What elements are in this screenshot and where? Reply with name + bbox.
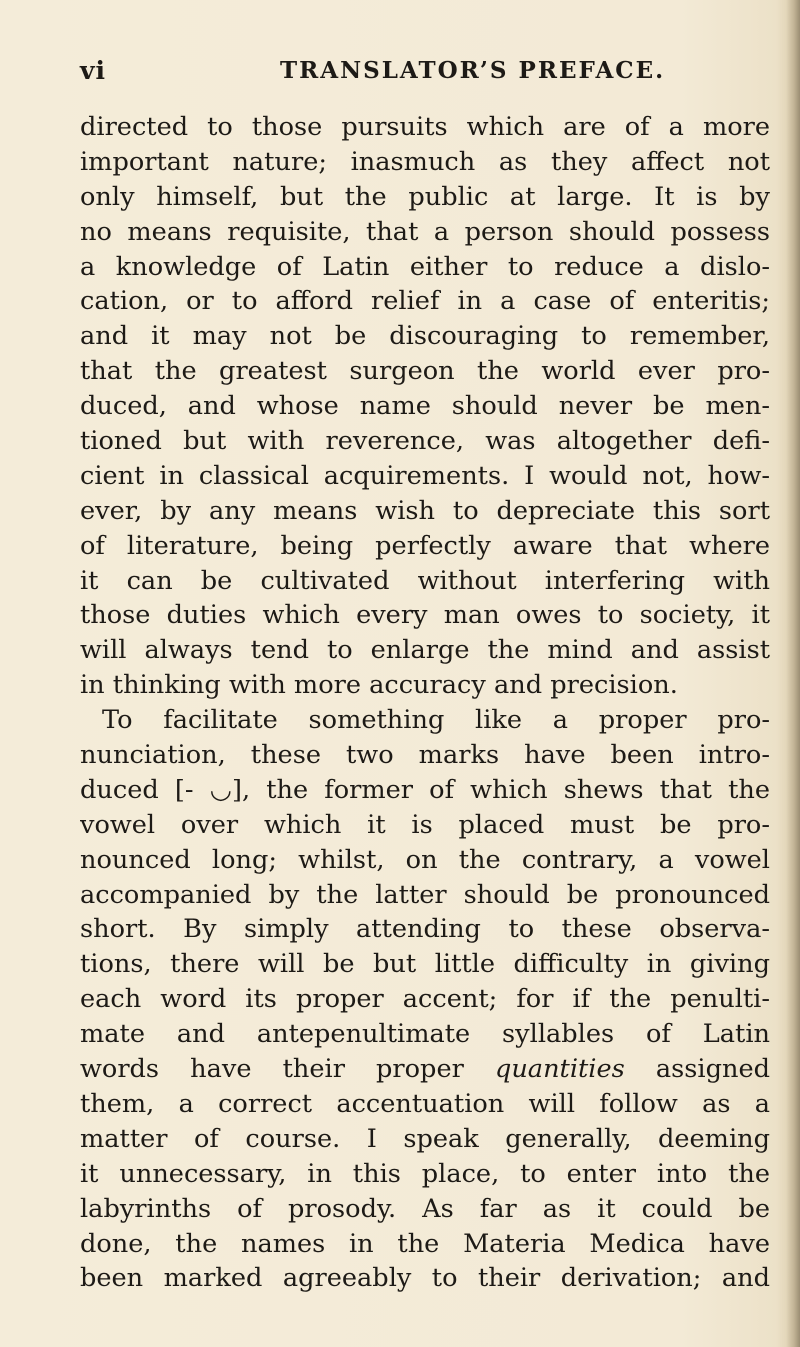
text-line: that the greatest surgeon the world ever pro- <box>80 356 770 387</box>
text-line: important nature; inasmuch as they affect not <box>80 146 770 177</box>
text-line: directed to those pursuits which are of a more <box>80 112 770 142</box>
text-line: labyrinths of prosody. As far as it could be <box>80 1193 770 1224</box>
text-line: duced, and whose name should never be men- <box>80 391 770 422</box>
text-line: vowel over which it is placed must be pro- <box>80 809 770 840</box>
page-number: vi <box>80 56 107 85</box>
page-edge-shadow <box>786 0 800 1347</box>
running-head <box>80 56 770 92</box>
body-text <box>80 110 770 1296</box>
text-line: a knowledge of Latin either to reduce a dislo- <box>80 251 770 282</box>
text-fragment: assigned <box>655 1054 770 1085</box>
text-line: matter of course. I speak generally, deeming <box>80 1123 770 1154</box>
text-line: it can be cultivated without interfering with <box>80 565 770 596</box>
text-line: tioned but with reverence, was altogether defi- <box>80 426 770 457</box>
text-line: been marked agreeably to their derivation; and <box>80 1263 770 1294</box>
text-line: of literature, being perfectly aware that where <box>80 530 770 561</box>
text-line: no means requisite, that a person should possess <box>80 216 770 247</box>
text-line: cation, or to afford relief in a case of enteritis; <box>80 286 770 317</box>
text-line: nounced long; whilst, on the contrary, a vowel <box>80 844 770 875</box>
text-line: tions, there will be but little difficulty in giving <box>80 949 770 980</box>
text-line: each word its proper accent; for if the penulti- <box>80 984 770 1015</box>
text-line: ever, by any means wish to depreciate this sort <box>80 495 770 526</box>
text-line-with-italic <box>80 1052 770 1087</box>
text-line: and it may not be discouraging to remember, <box>80 321 770 352</box>
text-line: them, a correct accentuation will follow as a <box>80 1088 770 1119</box>
text-line: cient in classical acquirements. I would not, how- <box>80 460 770 491</box>
text-line: nunciation, these two marks have been intro- <box>80 740 770 771</box>
text-line: accompanied by the latter should be pronounced <box>80 879 770 910</box>
text-line: duced [- ◡], the former of which shews that the <box>80 774 770 805</box>
text-line: done, the names in the Materia Medica have <box>80 1228 770 1259</box>
text-line: mate and antepenultimate syllables of Latin <box>80 1019 770 1050</box>
text-line: will always tend to enlarge the mind and assist <box>80 635 770 666</box>
text-line: in thinking with more accuracy and precision. <box>80 670 678 701</box>
italic-term: quantities <box>494 1054 625 1085</box>
text-line: short. By simply attending to these observa- <box>80 914 770 945</box>
text-line: it unnecessary, in this place, to enter into the <box>80 1158 770 1189</box>
text-line: To facilitate something like a proper pro- <box>102 705 770 736</box>
text-line: only himself, but the public at large. It is by <box>80 181 770 212</box>
text-fragment: words have their proper <box>80 1054 464 1085</box>
running-title: TRANSLATOR’S PREFACE. <box>280 57 666 84</box>
text-line: those duties which every man owes to society, it <box>80 600 770 631</box>
